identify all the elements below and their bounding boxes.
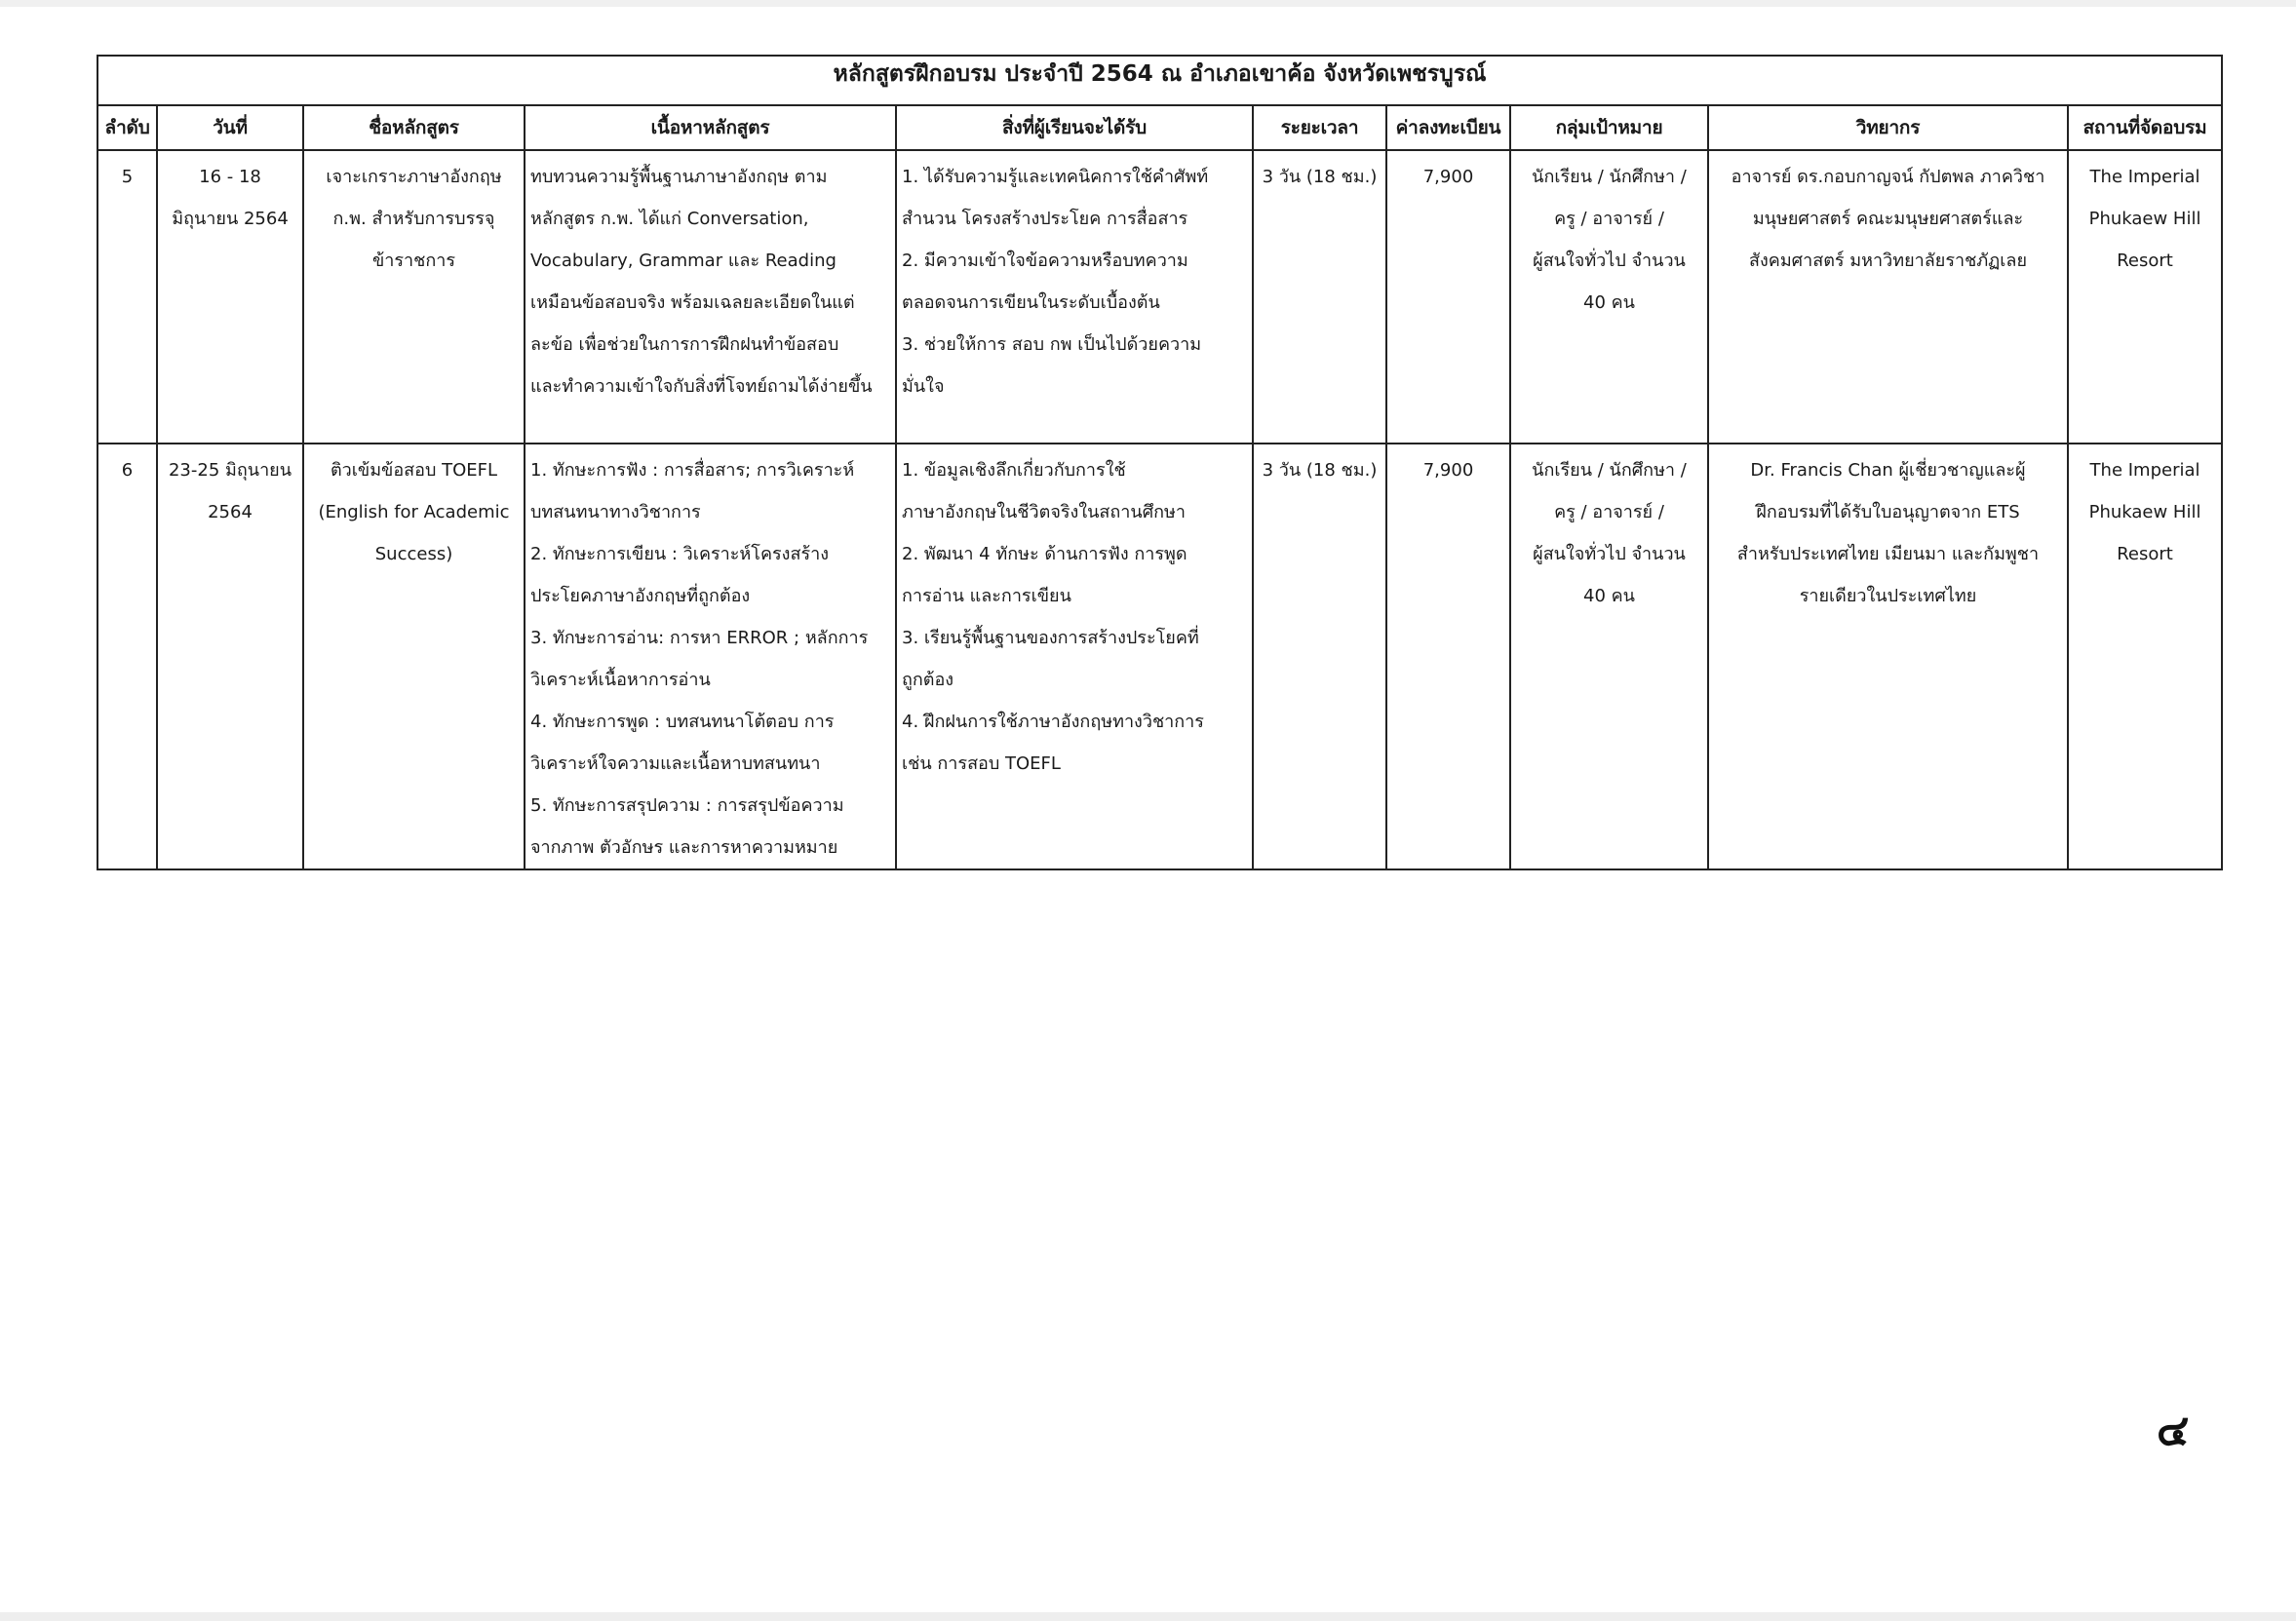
venue-line: Phukaew Hill <box>2088 502 2201 522</box>
course-name-line: ก.พ. สำหรับการบรรจุ <box>332 209 495 229</box>
column-header-no: ลำดับ <box>97 105 157 150</box>
content-line: Vocabulary, Grammar และ Reading <box>530 251 837 271</box>
course-name-line: (English for Academic <box>318 502 510 522</box>
content-line: หลักสูตร ก.พ. ได้แก่ Conversation, <box>530 209 809 229</box>
target-line: ครู / อาจารย์ / <box>1554 209 1664 229</box>
column-header-content: เนื้อหาหลักสูตร <box>525 105 896 150</box>
column-header-fee: ค่าลงทะเบียน <box>1386 105 1510 150</box>
row-no: 5 <box>121 167 134 187</box>
date-cell <box>157 444 303 869</box>
outcome-line: ตลอดจนการเขียนในระดับเบื้องต้น <box>902 292 1160 313</box>
venue-cell <box>2068 444 2222 869</box>
instructor-line: สังคมศาสตร์ มหาวิทยาลัยราชภัฏเลย <box>1749 251 2027 271</box>
course-content-cell <box>525 150 896 444</box>
date-line: 16 - 18 <box>199 167 261 187</box>
target-line: ผู้สนใจทั่วไป จำนวน <box>1533 544 1686 564</box>
date-line: มิถุนายน 2564 <box>172 209 289 229</box>
column-header-instructor: วิทยากร <box>1708 105 2068 150</box>
fee-cell <box>1386 150 1510 444</box>
content-line: 4. ทักษะการพูด : บทสนทนาโต้ตอบ การ <box>530 712 835 732</box>
scan-top-edge <box>0 0 2296 7</box>
outcome-line: 2. พัฒนา 4 ทักษะ ด้านการฟัง การพูด <box>902 544 1187 564</box>
outcome-cell <box>896 444 1253 869</box>
venue-line: Resort <box>2117 251 2173 271</box>
date-cell <box>157 150 303 444</box>
content-line: 5. ทักษะการสรุปความ : การสรุปข้อความ <box>530 795 844 816</box>
training-schedule-table <box>97 55 2223 870</box>
content-line: และทำความเข้าใจกับสิ่งที่โจทย์ถามได้ง่ายขึ้น <box>530 376 873 397</box>
duration-cell <box>1253 150 1386 444</box>
outcome-line: สำนวน โครงสร้างประโยค การสื่อสาร <box>902 209 1188 229</box>
column-header-outcome: สิ่งที่ผู้เรียนจะได้รับ <box>896 105 1253 150</box>
target-line: ผู้สนใจทั่วไป จำนวน <box>1533 251 1686 271</box>
outcome-line: 1. ได้รับความรู้และเทคนิคการใช้คำศัพท์ <box>902 167 1209 187</box>
duration: 3 วัน (18 ชม.) <box>1262 460 1378 481</box>
course-name-line: ข้าราชการ <box>371 251 456 271</box>
course-content-cell <box>525 444 896 869</box>
instructor-line: สำหรับประเทศไทย เมียนมา และกัมพูชา <box>1736 544 2040 564</box>
course-name-cell <box>303 444 525 869</box>
instructor-cell <box>1708 444 2068 869</box>
venue-line: Resort <box>2117 544 2173 564</box>
outcome-line: 3. เรียนรู้พื้นฐานของการสร้างประโยคที่ <box>902 628 1199 648</box>
page-number: ๔ <box>2157 1406 2190 1455</box>
outcome-line: ถูกต้อง <box>902 670 954 690</box>
instructor-line: Dr. Francis Chan ผู้เชี่ยวชาญและผู้ <box>1750 460 2026 481</box>
venue-line: Phukaew Hill <box>2088 209 2201 229</box>
column-header-date: วันที่ <box>157 105 303 150</box>
table-row <box>97 150 2222 444</box>
venue-line: The Imperial <box>2089 167 2200 187</box>
course-name-line: Success) <box>374 544 453 564</box>
outcome-line: ภาษาอังกฤษในชีวิตจริงในสถานศึกษา <box>902 502 1187 522</box>
fee-cell <box>1386 444 1510 869</box>
target-line: 40 คน <box>1583 292 1635 313</box>
course-name-line: เจาะเกราะภาษาอังกฤษ <box>326 167 502 187</box>
table-header-row <box>97 105 2222 150</box>
outcome-line: 4. ฝึกฝนการใช้ภาษาอังกฤษทางวิชาการ <box>902 712 1204 732</box>
table-title: หลักสูตรฝึกอบรม ประจำปี 2564 ณ อำเภอเขาค้อ จังหวัดเพชรบูรณ์ <box>97 56 2222 105</box>
duration-cell <box>1253 444 1386 869</box>
content-line: บทสนทนาทางวิชาการ <box>530 502 701 522</box>
content-line: ละข้อ เพื่อช่วยในการการฝึกฝนทำข้อสอบ <box>530 334 839 355</box>
scan-bottom-edge <box>0 1612 2296 1621</box>
target-line: ครู / อาจารย์ / <box>1554 502 1664 522</box>
outcome-line: 2. มีความเข้าใจข้อความหรือบทความ <box>902 251 1188 271</box>
outcome-line: เช่น การสอบ TOEFL <box>902 753 1061 774</box>
content-line: 2. ทักษะการเขียน : วิเคราะห์โครงสร้าง <box>530 544 830 564</box>
instructor-line: อาจารย์ ดร.กอบกาญจน์ กัปตพล ภาควิชา <box>1731 167 2045 187</box>
fee: 7,900 <box>1422 460 1474 481</box>
date-line: 2564 <box>208 502 253 522</box>
content-line: ทบทวนความรู้พื้นฐานภาษาอังกฤษ ตาม <box>530 167 828 187</box>
course-name-line: ติวเข้มข้อสอบ TOEFL <box>330 460 498 481</box>
row-no-cell <box>97 150 157 444</box>
instructor-line: มนุษยศาสตร์ คณะมนุษยศาสตร์และ <box>1752 209 2024 229</box>
course-name-cell <box>303 150 525 444</box>
target-line: นักเรียน / นักศึกษา / <box>1532 460 1687 481</box>
outcome-cell <box>896 150 1253 444</box>
content-line: ประโยคภาษาอังกฤษที่ถูกต้อง <box>530 586 751 606</box>
instructor-line: ฝึกอบรมที่ได้รับใบอนุญาตจาก ETS <box>1756 502 2020 522</box>
row-no: 6 <box>121 460 134 481</box>
target-line: นักเรียน / นักศึกษา / <box>1532 167 1687 187</box>
fee: 7,900 <box>1422 167 1474 187</box>
content-line: เหมือนข้อสอบจริง พร้อมเฉลยละเอียดในแต่ <box>530 292 855 313</box>
target-group-cell <box>1510 150 1708 444</box>
column-header-course: ชื่อหลักสูตร <box>303 105 525 150</box>
column-header-duration: ระยะเวลา <box>1253 105 1386 150</box>
outcome-line: การอ่าน และการเขียน <box>902 586 1071 606</box>
instructor-line: รายเดียวในประเทศไทย <box>1799 586 1977 606</box>
content-line: วิเคราะห์ใจความและเนื้อหาบทสนทนา <box>530 753 821 774</box>
outcome-line: มั่นใจ <box>902 376 945 397</box>
content-line: จากภาพ ตัวอักษร และการหาความหมาย <box>530 837 838 858</box>
content-line: 1. ทักษะการฟัง : การสื่อสาร; การวิเคราะห์ <box>530 460 855 481</box>
content-line: 3. ทักษะการอ่าน: การหา ERROR ; หลักการ <box>530 628 869 648</box>
column-header-target: กลุ่มเป้าหมาย <box>1510 105 1708 150</box>
table-row <box>97 444 2222 869</box>
row-no-cell <box>97 444 157 869</box>
outcome-line: 3. ช่วยให้การ สอบ กพ เป็นไปด้วยความ <box>902 334 1202 355</box>
venue-line: The Imperial <box>2089 460 2200 481</box>
column-header-venue: สถานที่จัดอบรม <box>2068 105 2222 150</box>
outcome-line: 1. ข้อมูลเชิงลึกเกี่ยวกับการใช้ <box>902 460 1126 481</box>
target-line: 40 คน <box>1583 586 1635 606</box>
target-group-cell <box>1510 444 1708 869</box>
date-line: 23-25 มิถุนายน <box>168 460 292 481</box>
content-line: วิเคราะห์เนื้อหาการอ่าน <box>530 670 711 690</box>
duration: 3 วัน (18 ชม.) <box>1262 167 1378 187</box>
instructor-cell <box>1708 150 2068 444</box>
venue-cell <box>2068 150 2222 444</box>
